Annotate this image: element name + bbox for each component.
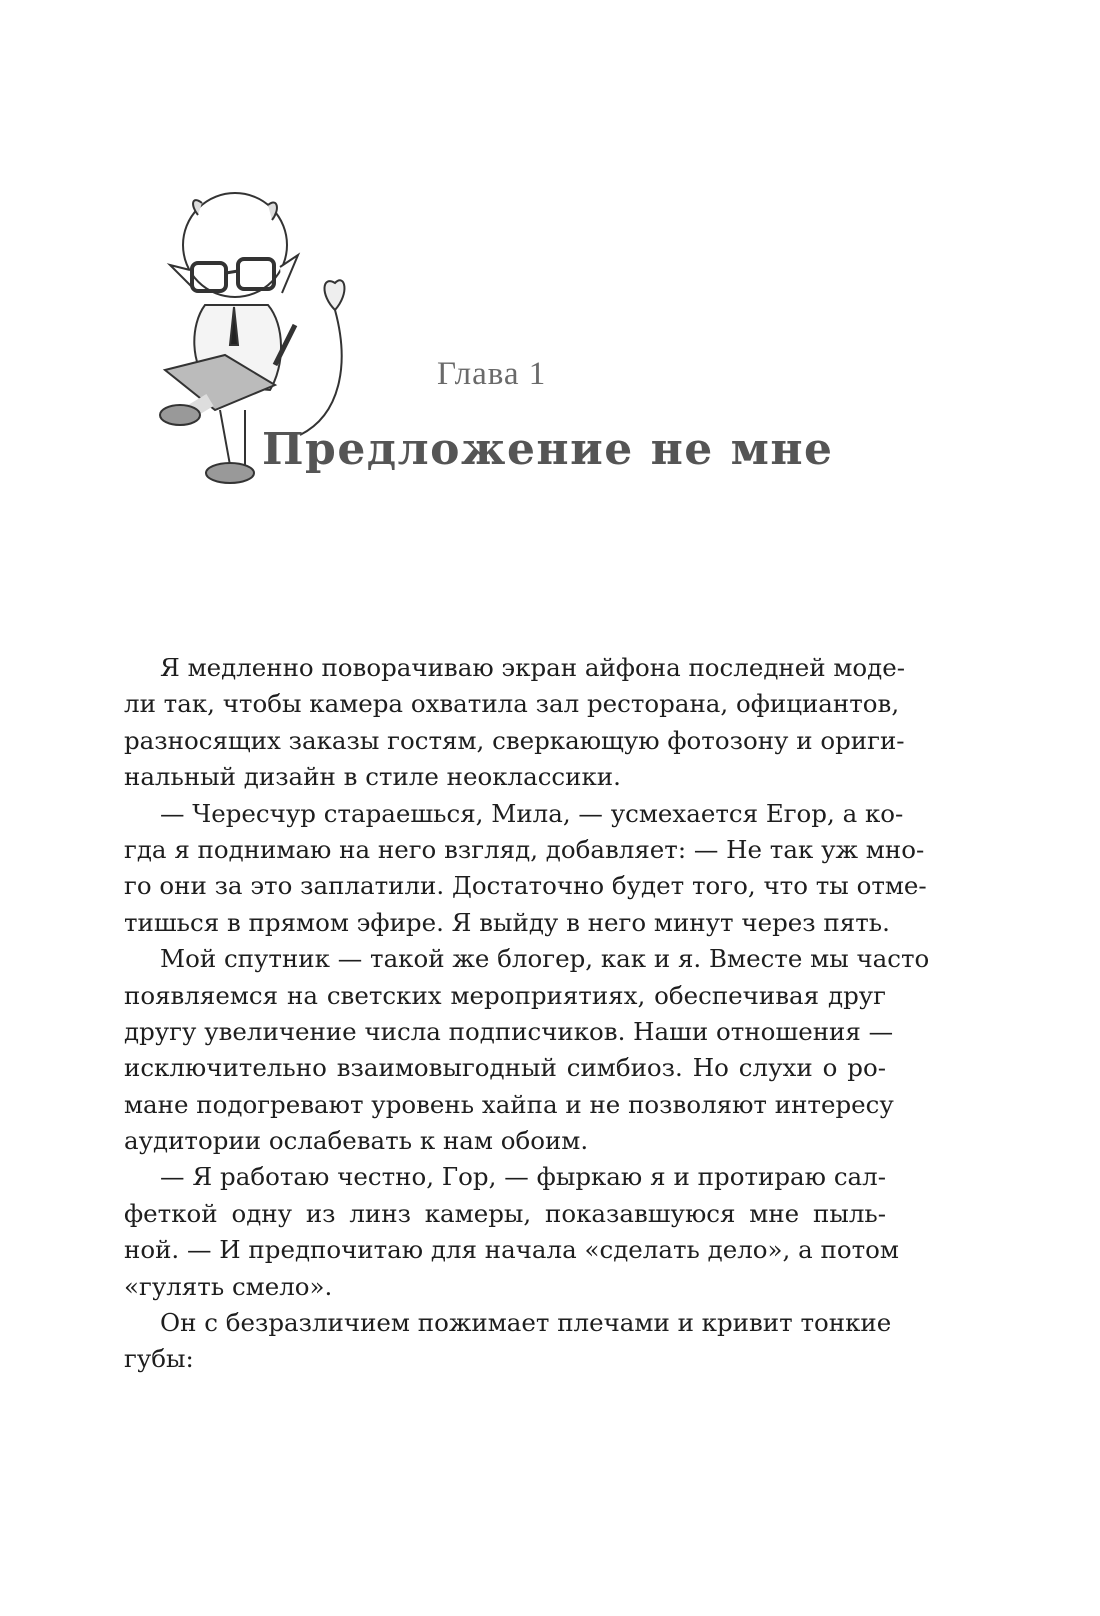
paragraph (124, 1305, 892, 1378)
text-line: другу увеличение числа подписчиков. Наши отношения — (124, 1016, 894, 1046)
text-line: нальный дизайн в стиле неоклассики. (124, 762, 621, 792)
text-line: — Я работаю честно, Гор, — фыркаю я и протираю сал- (160, 1162, 886, 1192)
text-line: ли так, чтобы камера охватила зал ресторана, официантов, (124, 689, 900, 719)
body-text (124, 650, 930, 1378)
text-line: мане подогревают уровень хайпа и не позволяют интересу (124, 1089, 894, 1119)
chapter-title: Предложение не мне (262, 424, 834, 475)
text-line: исключительно взаимовыгодный симбиоз. Но слухи о ро- (124, 1053, 886, 1083)
text-line: аудитории ослабевать к нам обоим. (124, 1126, 589, 1156)
text-line: го они за это заплатили. Достаточно будет того, что ты отме- (124, 871, 927, 901)
paragraph (124, 650, 906, 796)
paragraph (124, 796, 927, 942)
text-line: тишься в прямом эфире. Я выйду в него минут через пять. (124, 907, 890, 937)
paragraph (124, 1159, 899, 1305)
text-line: Я медленно поворачиваю экран айфона последней моде- (160, 653, 906, 682)
text-line: Мой спутник — такой же блогер, как и я. Вместе мы часто (160, 944, 930, 974)
text-line: ной. — И предпочитаю для начала «сделать дело», а потом (124, 1235, 899, 1265)
text-line: гда я поднимаю на него взгляд, добавляет: — Не так уж мно- (124, 834, 925, 864)
text-line: появляемся на светских мероприятиях, обеспечивая друг (124, 980, 886, 1010)
chapter-label: Глава 1 (437, 356, 547, 392)
text-line: «гулять смело». (124, 1271, 333, 1301)
text-line: Он с безразличием пожимает плечами и кривит тонкие (160, 1308, 892, 1338)
text-line: — Чересчур стараешься, Мила, — усмехается Егор, а ко- (160, 798, 904, 828)
paragraph (124, 941, 930, 1159)
text-line: феткой одну из линз камеры, показавшуюся мне пыль- (124, 1198, 886, 1228)
text-line: губы: (124, 1344, 194, 1374)
text-line: разносящих заказы гостям, сверкающую фотозону и ориги- (124, 725, 905, 755)
